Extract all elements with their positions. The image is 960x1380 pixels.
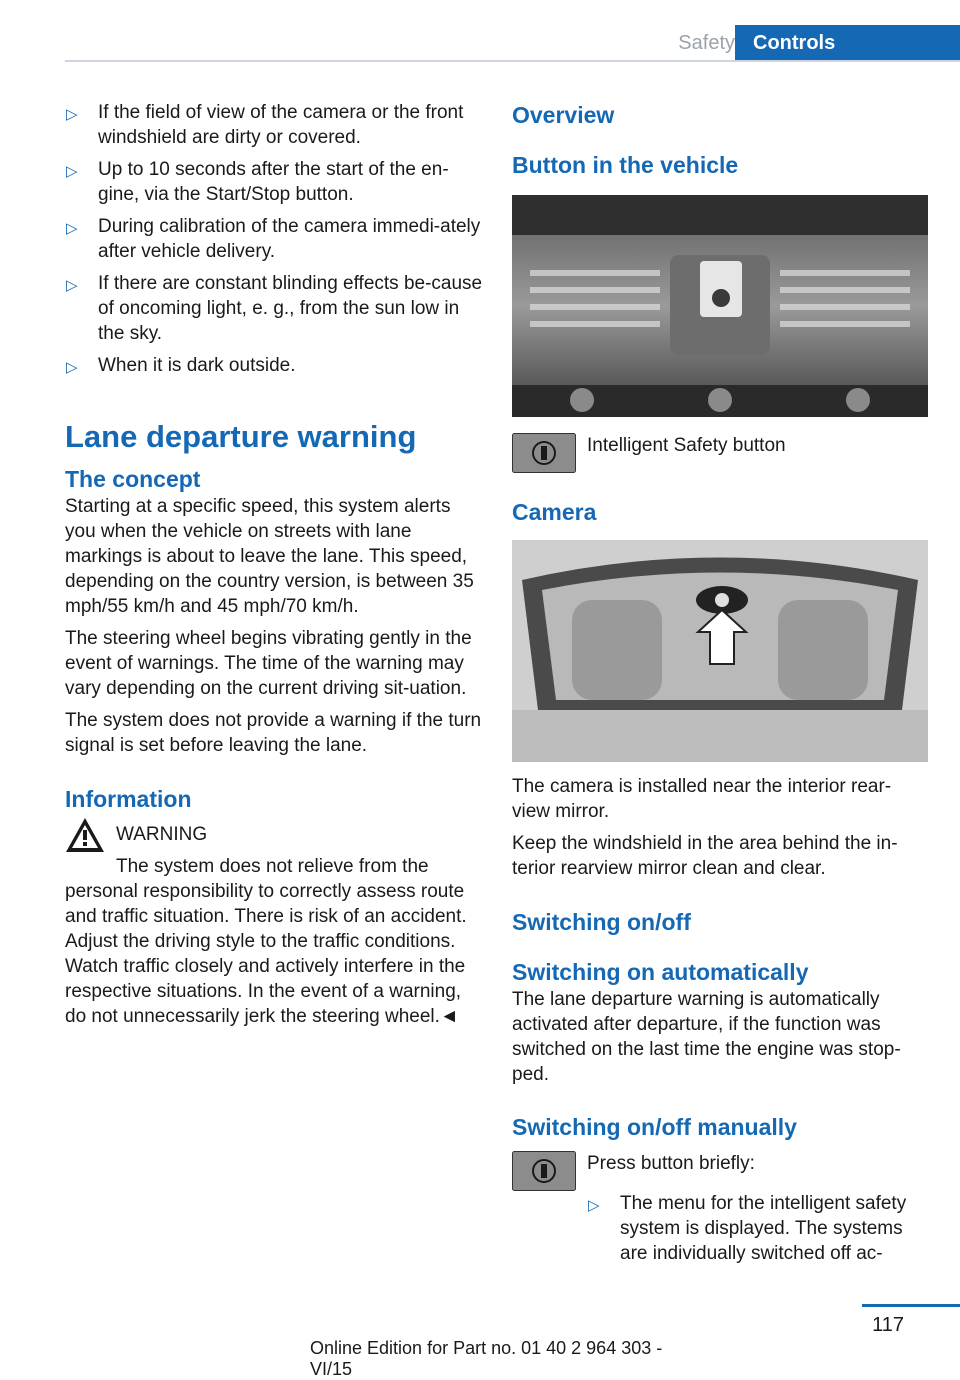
footer-rule <box>862 1304 960 1307</box>
manual-caption: Press button briefly: <box>587 1153 755 1174</box>
manual-list <box>587 1191 928 1266</box>
information-heading: Information <box>65 786 192 812</box>
left-column <box>65 100 483 1029</box>
auto-heading: Switching on automatically <box>512 959 809 985</box>
edition-text: Online Edition for Part no. 01 40 2 964 303 - VI/15 <box>310 1338 663 1379</box>
header-section-label: Safety <box>678 32 735 54</box>
list-item: ▷ If the field of view of the camera or the front windshield are dirty or covered. <box>66 102 464 148</box>
warning-triangle-icon <box>65 816 105 854</box>
intelligent-safety-button-icon <box>512 1151 576 1191</box>
triangle-right-icon: ▷ <box>66 359 78 376</box>
concept-paragraph: The steering wheel begins vibrating gently in the event of warnings. The time of the warning may vary depending on the current driving sit-uation. <box>65 628 472 699</box>
camera-paragraph: The camera is installed near the interior rear-view mirror. <box>512 776 892 822</box>
list-item: ▷ The menu for the intelligent safety system is displayed. The systems are individually switched off ac- <box>588 1193 907 1264</box>
intelligent-safety-button-icon <box>512 433 576 473</box>
manual-heading: Switching on/off manually <box>512 1114 797 1140</box>
list-item: ▷ If there are constant blinding effects be-cause of oncoming light, e. g., from the sun low in the sky. <box>66 273 483 344</box>
button-caption-row <box>512 433 928 481</box>
concept-paragraph: The system does not provide a warning if the turn signal is set before leaving the lane. <box>65 710 482 756</box>
triangle-right-icon: ▷ <box>66 277 78 294</box>
camera-heading: Camera <box>512 499 597 525</box>
list-item: ▷ During calibration of the camera immedi-ately after vehicle delivery. <box>66 216 481 262</box>
triangle-right-icon: ▷ <box>66 163 78 180</box>
header-chapter-tab: Controls <box>735 25 960 62</box>
button-caption: Intelligent Safety button <box>587 435 786 456</box>
triangle-right-icon: ▷ <box>66 106 78 123</box>
button-heading: Button in the vehicle <box>512 152 739 178</box>
triangle-right-icon: ▷ <box>588 1197 600 1214</box>
concept-paragraph: Starting at a specific speed, this system alerts you when the vehicle on streets with lane markings is about to leave the lane. This speed, depending on the country version, is between 35 mph/55 km/h and 45 mph/70 km/h. <box>65 496 474 617</box>
switching-heading: Switching on/off <box>512 909 691 935</box>
page-number: 117 <box>872 1314 904 1336</box>
triangle-right-icon: ▷ <box>66 220 78 237</box>
warning-label: WARNING <box>116 824 208 845</box>
windshield-camera-photo <box>512 540 928 762</box>
list-item: ▷ Up to 10 seconds after the start of the en-gine, via the Start/Stop button. <box>66 159 449 205</box>
condition-list <box>65 100 483 378</box>
warning-block <box>65 822 483 847</box>
camera-paragraph: Keep the windshield in the area behind the in-terior rearview mirror clean and clear. <box>512 833 898 879</box>
dashboard-button-photo <box>512 195 928 417</box>
list-item: ▷ When it is dark outside. <box>65 353 483 378</box>
section-title: Lane departure warning <box>65 419 417 454</box>
header-rule <box>65 60 960 62</box>
concept-heading: The concept <box>65 466 201 492</box>
auto-text: The lane departure warning is automatically activated after departure, if the function was switched on the last time the engine was stop-ped. <box>512 989 901 1085</box>
right-column <box>512 100 928 1266</box>
manual-caption-row <box>512 1151 928 1187</box>
overview-heading: Overview <box>512 102 615 128</box>
warning-text: The system does not relieve from the personal responsibility to correctly assess route and traffic situation. There is risk of an accident. Adjust the driving style to the traffic conditions. Watch traffic closely and actively interfere in the respective situations. In the event of a warning, do not unnecessarily jerk the steering wheel.◄ <box>65 856 467 1027</box>
